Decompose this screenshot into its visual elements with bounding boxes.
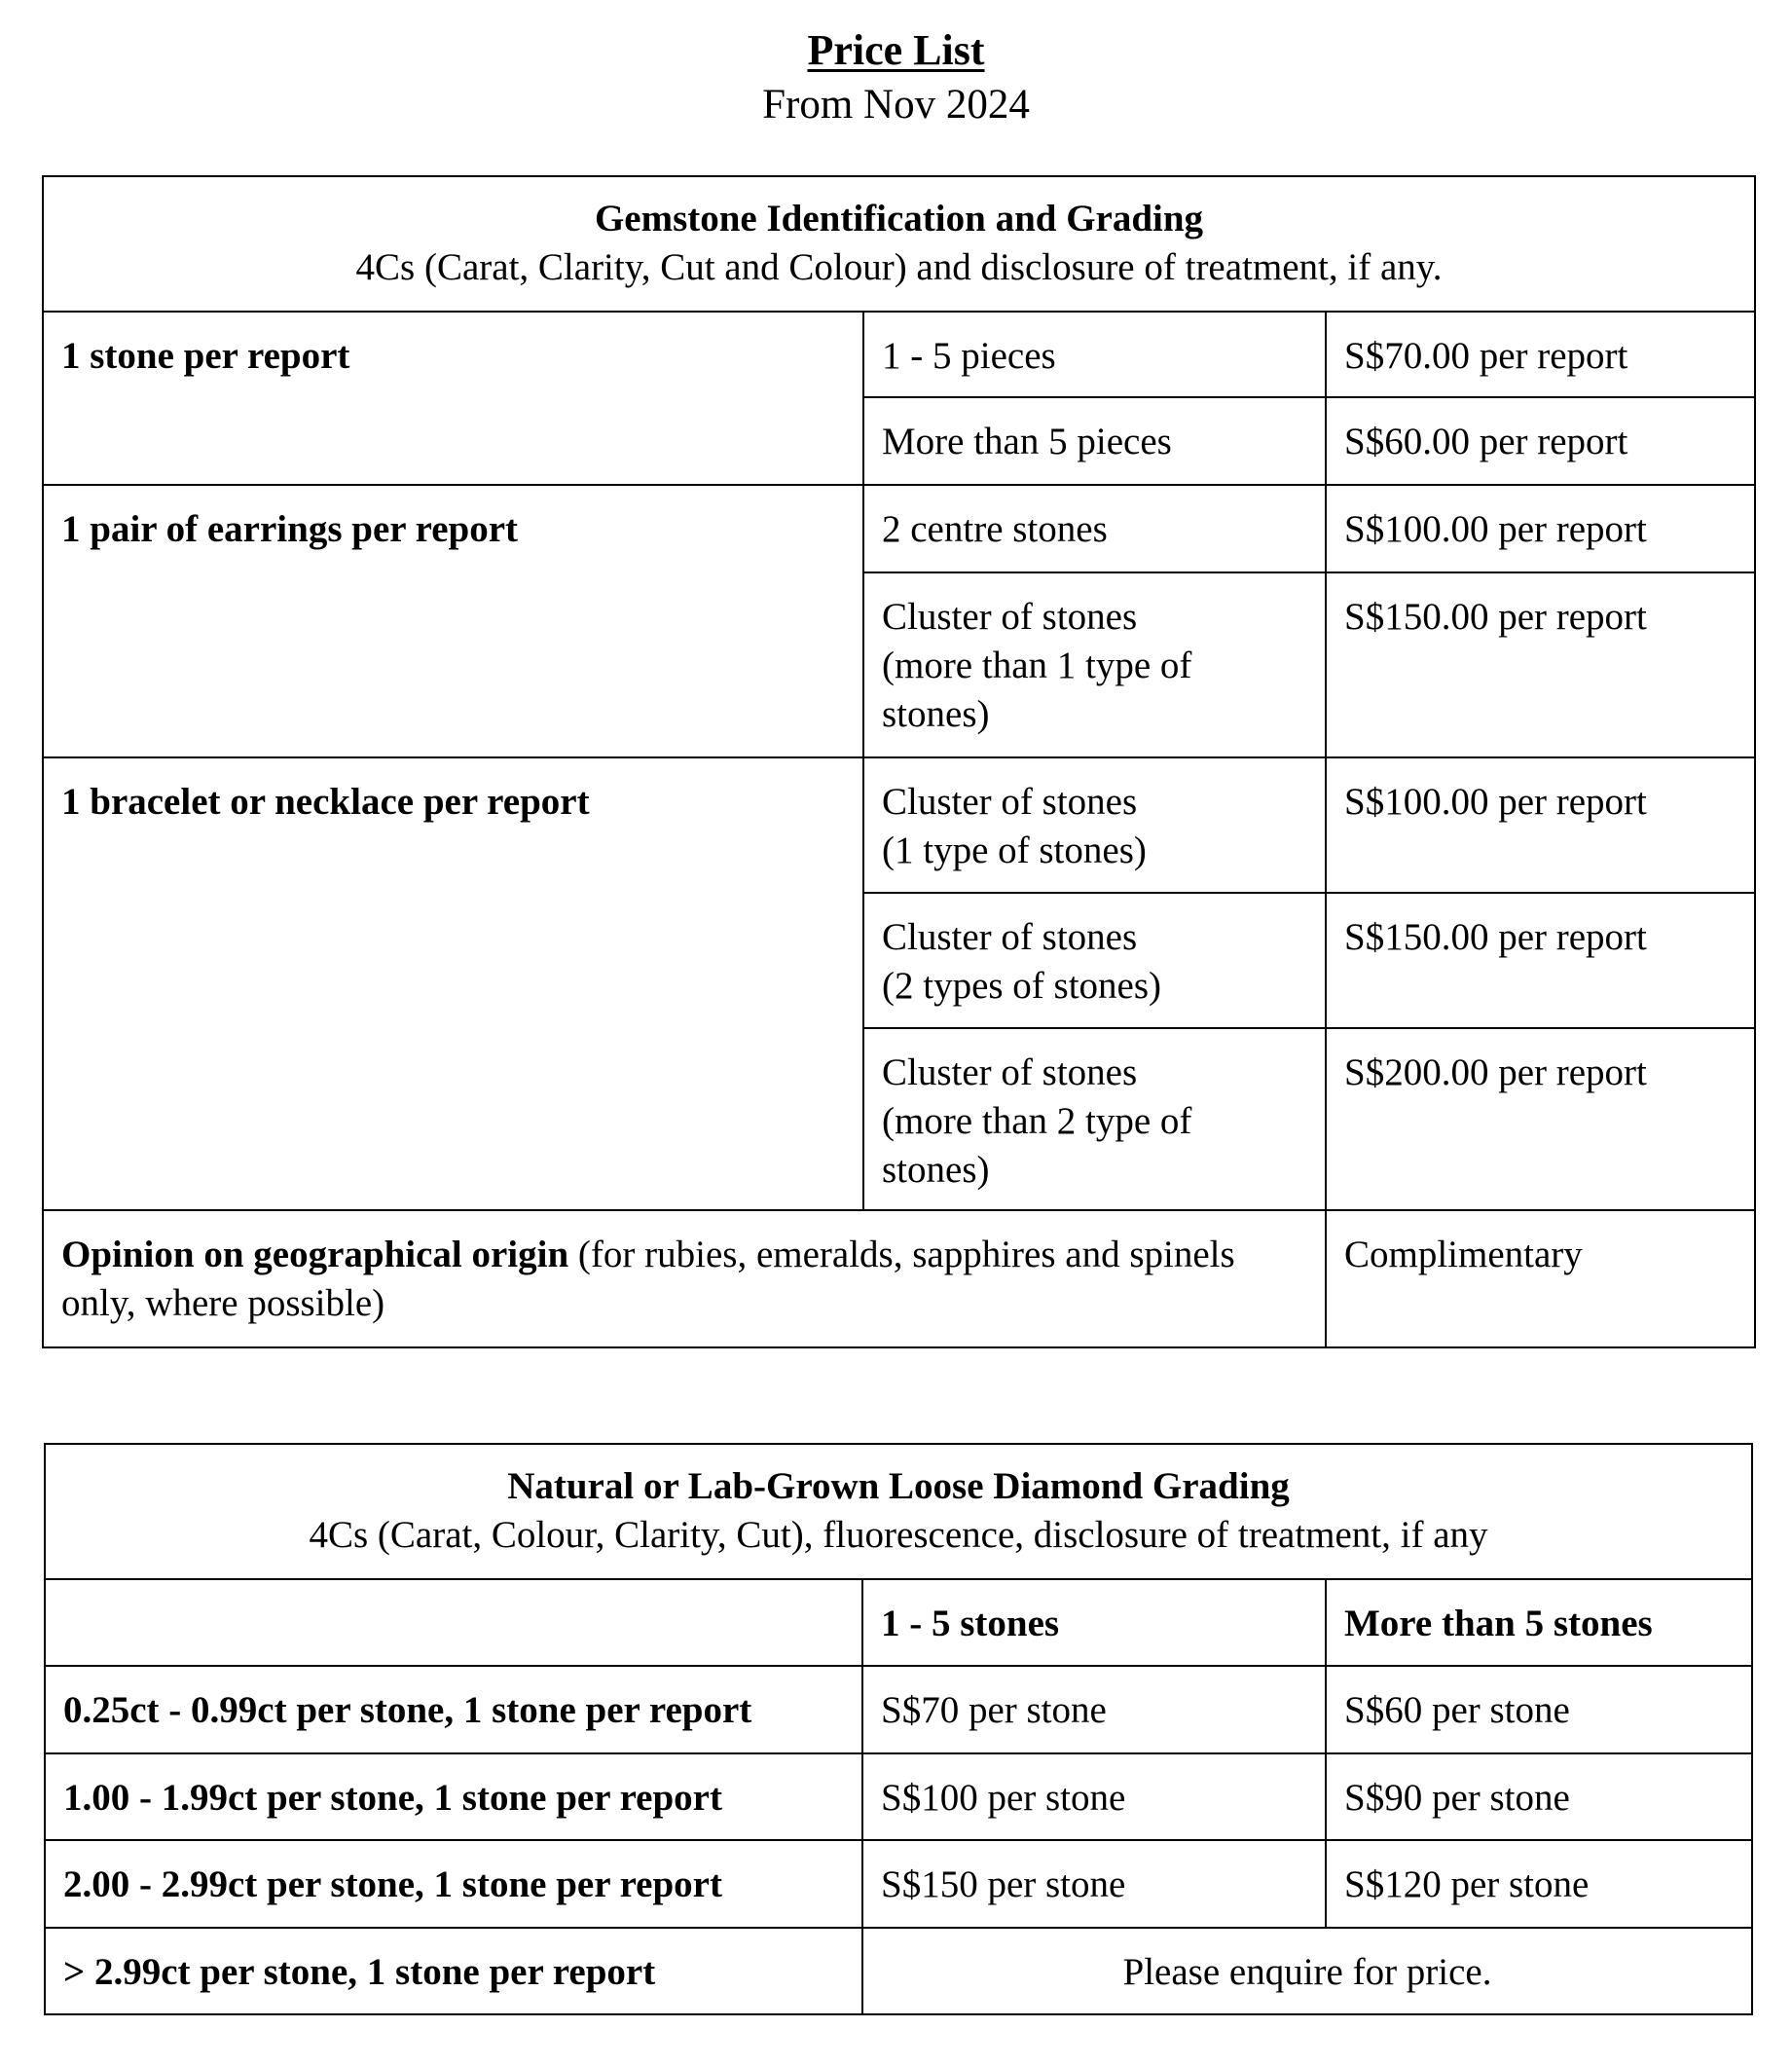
price-cell: S$70 per stone xyxy=(862,1666,1326,1753)
diamond-section-subtitle: 4Cs (Carat, Colour, Clarity, Cut), fluorescence, disclosure of treatment, if any xyxy=(309,1514,1488,1556)
category-label: 1 bracelet or necklace per report xyxy=(43,757,863,1210)
carat-range-label: 0.25ct - 0.99ct per stone, 1 stone per report xyxy=(45,1666,862,1753)
price-cell: S$90 per stone xyxy=(1326,1753,1752,1840)
price-cell: S$60.00 per report xyxy=(1326,397,1755,485)
price-cell: S$200.00 per report xyxy=(1326,1028,1755,1210)
column-header xyxy=(45,1579,862,1666)
price-cell: S$60 per stone xyxy=(1326,1666,1752,1753)
price-cell: S$150 per stone xyxy=(862,1840,1326,1928)
category-label: 1 pair of earrings per report xyxy=(43,485,863,757)
page-title: Price List xyxy=(807,26,985,74)
diamond-section-title: Natural or Lab-Grown Loose Diamond Grading xyxy=(507,1465,1290,1507)
quantity-cell: Cluster of stones (more than 1 type of stones) xyxy=(863,572,1326,757)
table-header-row xyxy=(45,1579,1752,1666)
document-header xyxy=(0,23,1792,132)
origin-label-note: (for rubies, emeralds, sapphires and spinels only, where possible) xyxy=(61,1234,1235,1324)
quantity-cell: 1 - 5 pieces xyxy=(863,312,1326,397)
enquire-note: Please enquire for price. xyxy=(862,1928,1752,2014)
origin-label xyxy=(43,1210,1326,1347)
price-cell: S$150.00 per report xyxy=(1326,572,1755,757)
table-row xyxy=(45,1753,1752,1840)
table-row xyxy=(43,312,1755,397)
price-cell: S$120 per stone xyxy=(1326,1840,1752,1928)
quantity-cell: 2 centre stones xyxy=(863,485,1326,572)
carat-range-label: 2.00 - 2.99ct per stone, 1 stone per report xyxy=(45,1840,862,1928)
origin-label-bold: Opinion on geographical origin xyxy=(61,1234,569,1275)
price-cell: S$100.00 per report xyxy=(1326,757,1755,893)
table-row xyxy=(45,1928,1752,2014)
table-row xyxy=(45,1840,1752,1928)
gemstone-section-header xyxy=(43,176,1755,312)
price-cell: S$70.00 per report xyxy=(1326,312,1755,397)
price-cell: S$100 per stone xyxy=(862,1753,1326,1840)
quantity-cell: Cluster of stones (2 types of stones) xyxy=(863,893,1326,1028)
category-label: 1 stone per report xyxy=(43,312,863,485)
table-row xyxy=(45,1666,1752,1753)
table-row xyxy=(43,485,1755,572)
price-cell: S$150.00 per report xyxy=(1326,893,1755,1028)
table-row xyxy=(43,1210,1755,1347)
quantity-cell: Cluster of stones (more than 2 type of stones) xyxy=(863,1028,1326,1210)
gemstone-section-subtitle: 4Cs (Carat, Clarity, Cut and Colour) and disclosure of treatment, if any. xyxy=(355,246,1443,288)
quantity-cell: More than 5 pieces xyxy=(863,397,1326,485)
diamond-price-table xyxy=(44,1443,1753,2015)
price-cell: S$100.00 per report xyxy=(1326,485,1755,572)
column-header: 1 - 5 stones xyxy=(862,1579,1326,1666)
page-subtitle: From Nov 2024 xyxy=(762,82,1030,128)
gemstone-section-title: Gemstone Identification and Grading xyxy=(594,198,1204,240)
table-row xyxy=(43,757,1755,893)
carat-range-label: > 2.99ct per stone, 1 stone per report xyxy=(45,1928,862,2014)
diamond-section-header xyxy=(45,1444,1752,1579)
column-header: More than 5 stones xyxy=(1326,1579,1752,1666)
gemstone-price-table xyxy=(42,175,1756,1348)
quantity-cell: Cluster of stones (1 type of stones) xyxy=(863,757,1326,893)
price-cell: Complimentary xyxy=(1326,1210,1755,1347)
carat-range-label: 1.00 - 1.99ct per stone, 1 stone per report xyxy=(45,1753,862,1840)
